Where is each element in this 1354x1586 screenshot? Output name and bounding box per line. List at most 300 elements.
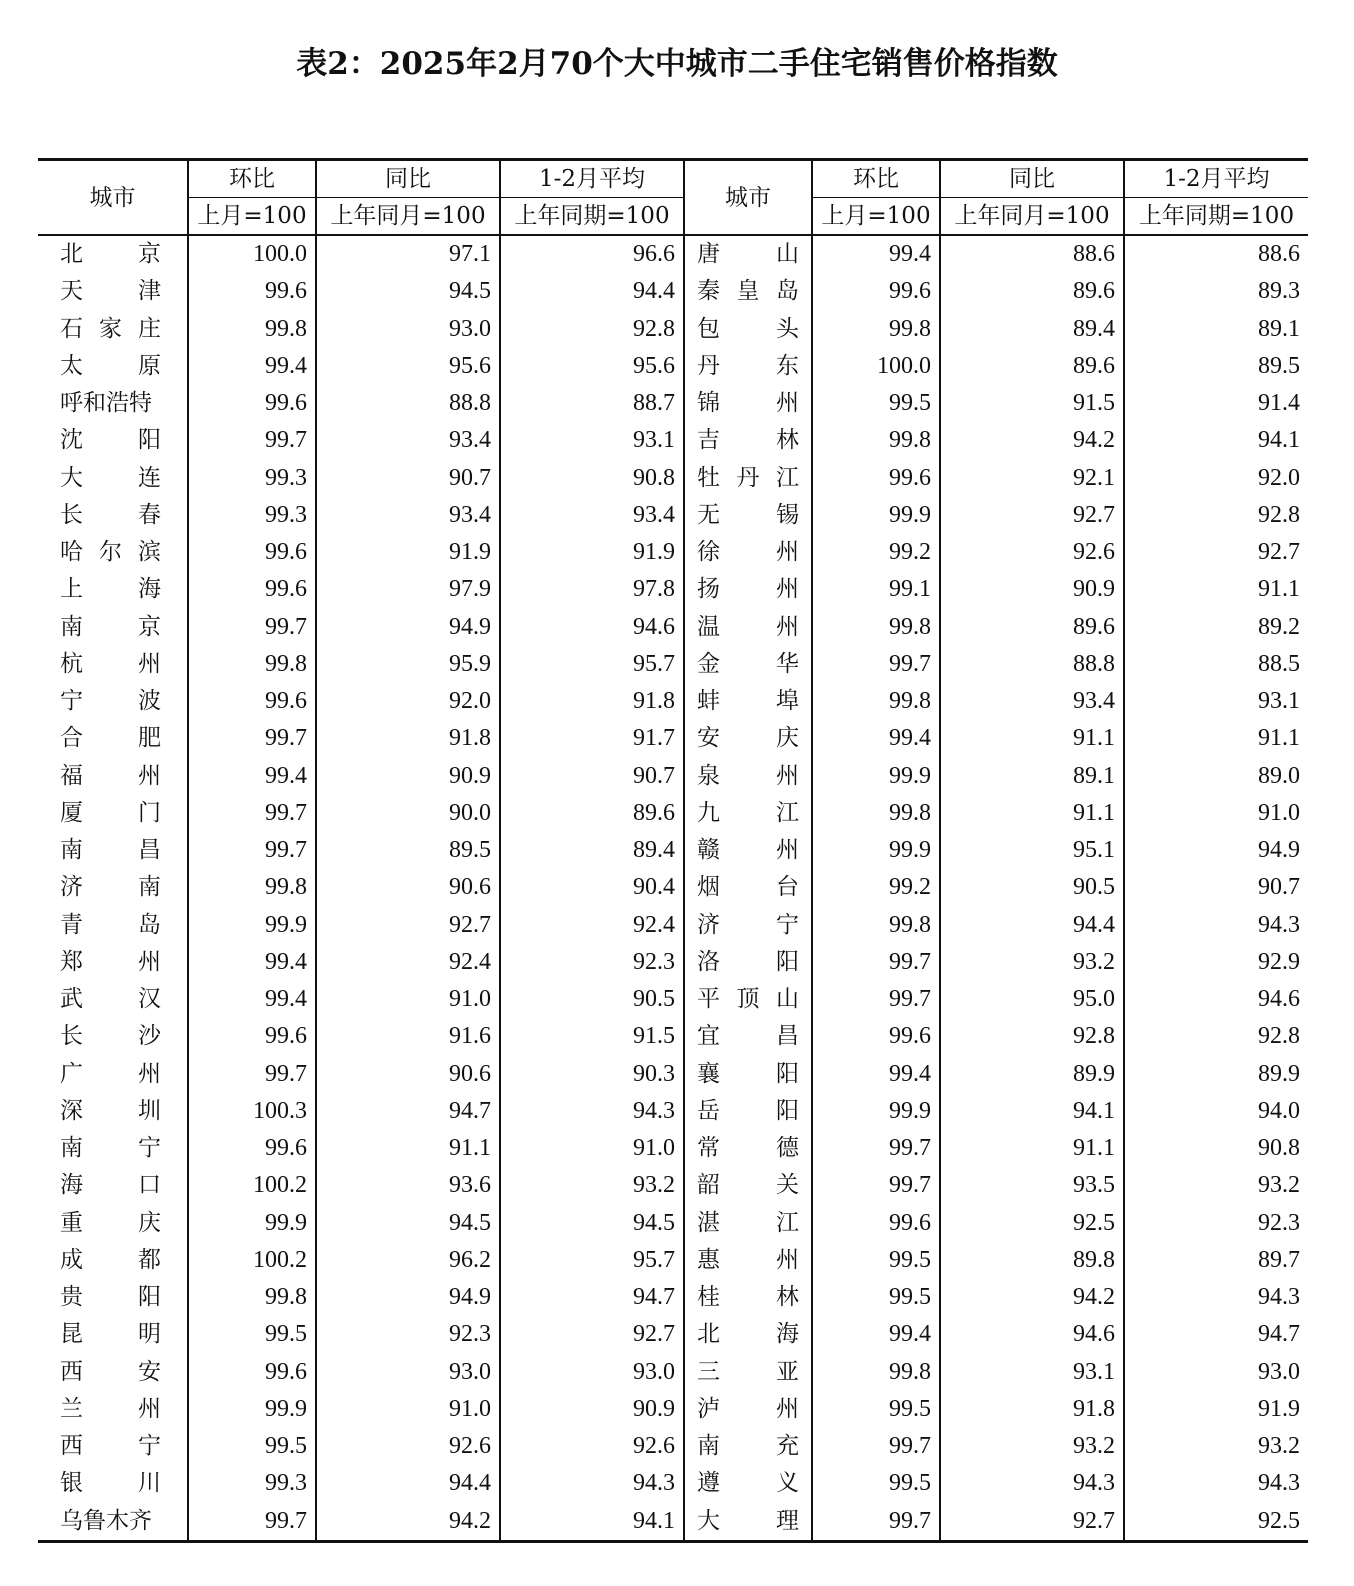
cell-avg-left: 90.5 [500,981,684,1018]
cell-city-right: 遵 义 [684,1465,812,1502]
cell-avg-right: 91.4 [1258,390,1300,417]
cell-yoy-right: 90.5 [940,869,1124,906]
cell-mom-right: 99.7 [812,1503,940,1542]
cell-avg-left: 96.6 [500,235,684,273]
cell-yoy-right: 91.1 [940,720,1124,757]
col-subheader-mom-right: 上月=100 [812,198,940,236]
cell-city-left: 长 沙 [38,1018,188,1055]
cell-city-left: 南 京 [38,609,188,646]
cell-city-left: 上 海 [38,571,188,608]
cell-yoy-right: 89.6 [940,609,1124,646]
cell-city-right: 北 海 [684,1316,812,1353]
cell-mom-left: 99.3 [188,497,316,534]
cell-avg-right: 93.2 [1258,1172,1300,1199]
cell-city-right: 南 充 [684,1428,812,1465]
cell-city-left: 海 口 [38,1167,188,1204]
cell-avg-left: 94.7 [500,1279,684,1316]
table-row [38,235,1308,273]
table-row [38,646,1308,683]
cell-city-left: 深 圳 [38,1093,188,1130]
cell-city-right: 吉 林 [684,422,812,459]
cell-city-left: 兰 州 [38,1391,188,1428]
cell-mom-left: 99.6 [188,1018,316,1055]
cell-avg-right: 92.5 [1124,1503,1308,1542]
cell-yoy-left: 92.0 [316,683,500,720]
cell-yoy-right: 92.6 [940,534,1124,571]
cell-avg-right: 89.1 [1258,315,1300,342]
table-row [38,609,1308,646]
cell-avg-left: 92.3 [500,944,684,981]
cell-yoy-right: 95.0 [940,981,1124,1018]
cell-mom-left: 99.8 [188,311,316,348]
cell-city-left: 广 州 [38,1056,188,1093]
cell-avg-left: 93.2 [500,1167,684,1204]
cell-mom-right: 99.9 [812,832,940,869]
table-row [38,1316,1308,1353]
table-row [38,460,1308,497]
cell-city-right: 岳 阳 [684,1093,812,1130]
cell-yoy-right: 93.1 [940,1354,1124,1391]
cell-yoy-left: 90.7 [316,460,500,497]
cell-city-right: 唐 山 [684,235,812,273]
table-row [38,497,1308,534]
cell-city-right: 蚌 埠 [684,683,812,720]
cell-mom-right: 99.7 [812,944,940,981]
cell-avg-left: 93.0 [500,1354,684,1391]
cell-yoy-left: 90.6 [316,869,500,906]
cell-yoy-right: 94.1 [940,1093,1124,1130]
cell-mom-right: 99.4 [812,1056,940,1093]
table-row [38,832,1308,869]
cell-city-right: 宜 昌 [684,1018,812,1055]
cell-avg-left: 94.6 [500,609,684,646]
cell-avg-right: 94.3 [1258,911,1300,938]
cell-yoy-left: 93.0 [316,1354,500,1391]
cell-mom-right: 99.9 [812,1093,940,1130]
cell-avg-left: 92.8 [500,311,684,348]
cell-mom-left: 99.5 [188,1316,316,1353]
cell-mom-right: 99.7 [812,1428,940,1465]
table-row [38,534,1308,571]
table-row [38,1391,1308,1428]
table-header [38,160,1308,236]
cell-avg-right: 94.6 [1258,986,1300,1013]
table-row [38,907,1308,944]
cell-city-left: 天 津 [38,273,188,310]
cell-mom-left: 99.7 [188,720,316,757]
cell-mom-left: 99.3 [188,1465,316,1502]
table-row [38,311,1308,348]
cell-mom-left: 99.7 [188,832,316,869]
cell-mom-left: 99.4 [188,944,316,981]
cell-yoy-right: 94.2 [940,1279,1124,1316]
cell-avg-left: 95.7 [500,1242,684,1279]
cell-yoy-left: 91.6 [316,1018,500,1055]
cell-city-right: 大 理 [684,1503,812,1542]
cell-mom-left: 99.9 [188,907,316,944]
cell-yoy-left: 88.8 [316,385,500,422]
cell-avg-left: 92.6 [500,1428,684,1465]
cell-city-left: 合 肥 [38,720,188,757]
cell-avg-right: 92.8 [1258,501,1300,528]
col-header-yoy-left: 同比 [316,160,500,198]
col-header-avg-right: 1-2月平均 [1124,160,1308,198]
cell-yoy-left: 90.6 [316,1056,500,1093]
cell-city-right: 襄 阳 [684,1056,812,1093]
cell-city-left: 宁 波 [38,683,188,720]
cell-mom-left: 99.7 [188,609,316,646]
col-subheader-yoy-left: 上年同月=100 [316,198,500,236]
cell-yoy-right: 91.1 [940,795,1124,832]
cell-mom-left: 99.6 [188,273,316,310]
cell-city-left: 成 都 [38,1242,188,1279]
cell-city-left: 北 京 [38,235,188,273]
cell-mom-left: 100.2 [188,1167,316,1204]
cell-city-right: 秦 皇 岛 [684,273,812,310]
cell-yoy-left: 94.9 [316,609,500,646]
cell-city-left: 沈 阳 [38,422,188,459]
cell-yoy-left: 91.9 [316,534,500,571]
cell-mom-right: 99.2 [812,534,940,571]
cell-mom-right: 99.9 [812,497,940,534]
cell-avg-right: 94.3 [1258,1284,1300,1311]
cell-yoy-left: 92.6 [316,1428,500,1465]
cell-yoy-left: 90.0 [316,795,500,832]
cell-mom-right: 99.6 [812,273,940,310]
cell-avg-left: 89.4 [500,832,684,869]
cell-avg-left: 91.8 [500,683,684,720]
cell-mom-right: 99.5 [812,1465,940,1502]
cell-city-right: 九 江 [684,795,812,832]
cell-yoy-left: 91.8 [316,720,500,757]
cell-mom-right: 99.5 [812,1242,940,1279]
cell-yoy-right: 92.8 [940,1018,1124,1055]
cell-avg-left: 94.5 [500,1205,684,1242]
cell-avg-right: 90.7 [1258,874,1300,901]
cell-city-left: 石 家 庄 [38,311,188,348]
cell-avg-right: 90.8 [1258,1135,1300,1162]
cell-mom-left: 99.4 [188,758,316,795]
table-row [38,1465,1308,1502]
table-row [38,981,1308,1018]
cell-yoy-right: 89.4 [940,311,1124,348]
table-row [38,1056,1308,1093]
cell-city-left: 杭 州 [38,646,188,683]
cell-city-right: 济 宁 [684,907,812,944]
cell-city-right: 常 德 [684,1130,812,1167]
cell-avg-right: 94.7 [1258,1321,1300,1348]
col-subheader-yoy-right: 上年同月=100 [940,198,1124,236]
cell-yoy-right: 91.1 [940,1130,1124,1167]
table-row [38,273,1308,310]
cell-avg-right: 92.3 [1258,1209,1300,1236]
cell-mom-left: 99.7 [188,795,316,832]
cell-yoy-left: 94.4 [316,1465,500,1502]
cell-mom-left: 99.6 [188,385,316,422]
cell-avg-left: 88.7 [500,385,684,422]
cell-yoy-right: 91.5 [940,385,1124,422]
cell-city-right: 徐 州 [684,534,812,571]
cell-avg-left: 92.7 [500,1316,684,1353]
cell-avg-right: 93.2 [1258,1433,1300,1460]
cell-avg-left: 90.8 [500,460,684,497]
cell-avg-left: 94.3 [500,1093,684,1130]
cell-yoy-left: 93.6 [316,1167,500,1204]
table-row [38,1279,1308,1316]
cell-mom-left: 100.0 [188,235,316,273]
cell-city-right: 泸 州 [684,1391,812,1428]
cell-city-right: 洛 阳 [684,944,812,981]
cell-avg-left: 94.1 [500,1503,684,1542]
cell-yoy-left: 95.6 [316,348,500,385]
cell-yoy-left: 94.7 [316,1093,500,1130]
cell-yoy-right: 93.5 [940,1167,1124,1204]
cell-yoy-right: 93.2 [940,1428,1124,1465]
cell-mom-right: 99.4 [812,1316,940,1353]
cell-mom-left: 99.8 [188,869,316,906]
cell-yoy-left: 90.9 [316,758,500,795]
cell-yoy-left: 97.1 [316,235,500,273]
cell-mom-right: 99.6 [812,1205,940,1242]
cell-yoy-left: 93.4 [316,497,500,534]
cell-mom-left: 99.6 [188,1354,316,1391]
cell-mom-left: 99.7 [188,1056,316,1093]
cell-avg-left: 93.4 [500,497,684,534]
table-row [38,422,1308,459]
cell-mom-left: 99.6 [188,683,316,720]
cell-mom-left: 99.5 [188,1428,316,1465]
cell-mom-right: 100.0 [812,348,940,385]
col-subheader-avg-left: 上年同期=100 [500,198,684,236]
cell-mom-right: 99.8 [812,795,940,832]
cell-yoy-left: 94.5 [316,1205,500,1242]
cell-city-right: 包 头 [684,311,812,348]
cell-yoy-left: 94.9 [316,1279,500,1316]
page-title: 表2：2025年2月70个大中城市二手住宅销售价格指数 [296,46,1058,82]
cell-city-left: 西 安 [38,1354,188,1391]
table-row [38,1130,1308,1167]
cell-city-right: 无 锡 [684,497,812,534]
cell-city-right: 扬 州 [684,571,812,608]
cell-city-right: 牡 丹 江 [684,460,812,497]
cell-city-right: 金 华 [684,646,812,683]
cell-avg-right: 93.1 [1258,688,1300,715]
cell-mom-left: 100.2 [188,1242,316,1279]
cell-city-right: 丹 东 [684,348,812,385]
cell-yoy-right: 94.3 [940,1465,1124,1502]
cell-avg-left: 90.3 [500,1056,684,1093]
cell-mom-left: 99.9 [188,1391,316,1428]
table-body [38,235,1308,1541]
cell-city-left: 乌鲁木齐 [38,1503,188,1542]
cell-city-right: 赣 州 [684,832,812,869]
cell-mom-right: 99.8 [812,311,940,348]
cell-yoy-left: 97.9 [316,571,500,608]
table-row [38,1354,1308,1391]
cell-avg-left: 94.4 [500,273,684,310]
cell-mom-left: 99.4 [188,981,316,1018]
cell-yoy-left: 89.5 [316,832,500,869]
cell-yoy-right: 95.1 [940,832,1124,869]
cell-mom-right: 99.5 [812,385,940,422]
cell-city-left: 南 宁 [38,1130,188,1167]
cell-city-left: 银 川 [38,1465,188,1502]
table-row [38,385,1308,422]
cell-yoy-left: 91.0 [316,981,500,1018]
cell-yoy-right: 92.5 [940,1205,1124,1242]
table-row [38,348,1308,385]
cell-mom-right: 99.7 [812,646,940,683]
cell-avg-right: 93.0 [1258,1358,1300,1385]
cell-city-left: 南 昌 [38,832,188,869]
cell-yoy-left: 91.0 [316,1391,500,1428]
cell-mom-left: 99.7 [188,1503,316,1542]
cell-city-right: 温 州 [684,609,812,646]
cell-avg-left: 95.7 [500,646,684,683]
cell-city-right: 泉 州 [684,758,812,795]
cell-yoy-right: 89.8 [940,1242,1124,1279]
cell-mom-left: 99.6 [188,534,316,571]
table-row [38,1242,1308,1279]
table-row [38,869,1308,906]
cell-city-left: 武 汉 [38,981,188,1018]
cell-yoy-left: 93.4 [316,422,500,459]
cell-city-left: 济 南 [38,869,188,906]
table-row [38,1093,1308,1130]
cell-avg-right: 94.9 [1258,837,1300,864]
cell-city-left: 青 岛 [38,907,188,944]
cell-mom-left: 99.8 [188,1279,316,1316]
cell-mom-right: 99.8 [812,683,940,720]
cell-city-right: 安 庆 [684,720,812,757]
cell-city-left: 哈 尔 滨 [38,534,188,571]
cell-city-left: 厦 门 [38,795,188,832]
cell-avg-right: 92.9 [1258,948,1300,975]
cell-avg-right: 92.8 [1258,1023,1300,1050]
cell-yoy-right: 93.2 [940,944,1124,981]
cell-mom-left: 99.3 [188,460,316,497]
cell-avg-right: 88.6 [1258,241,1300,268]
cell-yoy-right: 92.7 [940,1503,1124,1542]
table-row [38,683,1308,720]
cell-yoy-right: 89.1 [940,758,1124,795]
col-header-city-left: 城市 [38,160,188,236]
cell-avg-right: 91.1 [1258,576,1300,603]
cell-avg-left: 92.4 [500,907,684,944]
cell-mom-right: 99.7 [812,1130,940,1167]
cell-avg-right: 92.0 [1258,464,1300,491]
col-header-mom-left: 环比 [188,160,316,198]
cell-mom-right: 99.7 [812,981,940,1018]
table-row [38,1167,1308,1204]
col-subheader-mom-left: 上月=100 [188,198,316,236]
cell-avg-left: 94.3 [500,1465,684,1502]
cell-avg-left: 91.7 [500,720,684,757]
cell-avg-left: 90.7 [500,758,684,795]
table-row [38,795,1308,832]
cell-mom-left: 99.4 [188,348,316,385]
col-header-avg-left: 1-2月平均 [500,160,684,198]
cell-city-left: 昆 明 [38,1316,188,1353]
cell-yoy-right: 92.1 [940,460,1124,497]
cell-city-right: 桂 林 [684,1279,812,1316]
cell-avg-right: 91.1 [1258,725,1300,752]
cell-avg-left: 91.5 [500,1018,684,1055]
cell-mom-left: 99.7 [188,422,316,459]
cell-yoy-left: 91.1 [316,1130,500,1167]
cell-mom-left: 99.8 [188,646,316,683]
cell-city-right: 锦 州 [684,385,812,422]
col-subheader-avg-right: 上年同期=100 [1124,198,1308,236]
cell-city-left: 大 连 [38,460,188,497]
cell-city-right: 湛 江 [684,1205,812,1242]
cell-avg-left: 97.8 [500,571,684,608]
cell-avg-right: 89.3 [1258,278,1300,305]
cell-mom-right: 99.7 [812,1167,940,1204]
table-row [38,571,1308,608]
cell-city-left: 福 州 [38,758,188,795]
cell-yoy-left: 94.2 [316,1503,500,1542]
cell-yoy-right: 89.9 [940,1056,1124,1093]
cell-yoy-right: 89.6 [940,348,1124,385]
cell-avg-left: 91.9 [500,534,684,571]
cell-mom-right: 99.5 [812,1279,940,1316]
table-row [38,1503,1308,1542]
cell-yoy-left: 92.3 [316,1316,500,1353]
cell-avg-right: 91.9 [1258,1395,1300,1422]
cell-mom-right: 99.2 [812,869,940,906]
cell-yoy-left: 93.0 [316,311,500,348]
cell-yoy-right: 94.4 [940,907,1124,944]
cell-mom-left: 99.6 [188,1130,316,1167]
cell-yoy-left: 95.9 [316,646,500,683]
cell-mom-right: 99.1 [812,571,940,608]
cell-avg-right: 89.2 [1258,613,1300,640]
col-header-mom-right: 环比 [812,160,940,198]
col-header-yoy-right: 同比 [940,160,1124,198]
cell-city-left: 贵 阳 [38,1279,188,1316]
cell-mom-right: 99.9 [812,758,940,795]
cell-yoy-left: 94.5 [316,273,500,310]
cell-mom-right: 99.6 [812,1018,940,1055]
cell-mom-right: 99.5 [812,1391,940,1428]
cell-yoy-right: 94.2 [940,422,1124,459]
cell-avg-left: 89.6 [500,795,684,832]
cell-avg-left: 90.4 [500,869,684,906]
cell-mom-right: 99.8 [812,609,940,646]
cell-yoy-right: 93.4 [940,683,1124,720]
cell-avg-right: 88.5 [1258,650,1300,677]
cell-avg-right: 94.3 [1258,1470,1300,1497]
cell-yoy-left: 92.7 [316,907,500,944]
cell-city-right: 惠 州 [684,1242,812,1279]
cell-city-right: 三 亚 [684,1354,812,1391]
col-header-city-right: 城市 [684,160,812,236]
cell-mom-right: 99.8 [812,422,940,459]
table-row [38,720,1308,757]
cell-mom-left: 99.6 [188,571,316,608]
cell-yoy-left: 92.4 [316,944,500,981]
table-row [38,944,1308,981]
cell-city-right: 韶 关 [684,1167,812,1204]
cell-city-left: 西 宁 [38,1428,188,1465]
cell-city-left: 太 原 [38,348,188,385]
cell-avg-left: 95.6 [500,348,684,385]
cell-mom-right: 99.8 [812,1354,940,1391]
cell-avg-right: 89.9 [1258,1060,1300,1087]
cell-city-left: 郑 州 [38,944,188,981]
cell-yoy-right: 94.6 [940,1316,1124,1353]
